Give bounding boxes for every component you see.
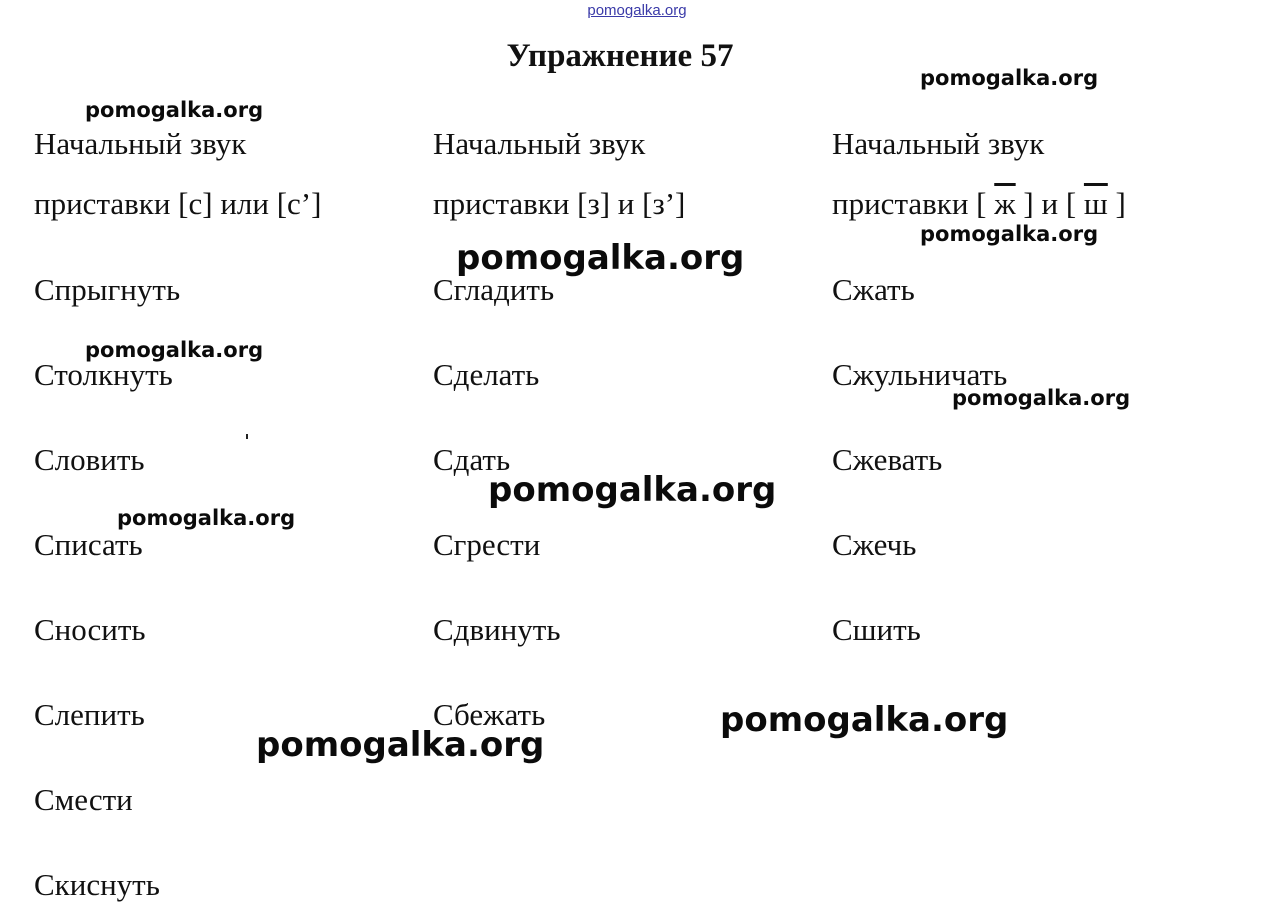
watermark: pomogalka.org [488,470,777,510]
watermark: pomogalka.org [256,725,545,765]
word-item: Сгладить [433,272,555,307]
word-item: Сделать [433,357,540,392]
watermark: pomogalka.org [920,66,1099,90]
word-item: Сжевать [832,442,943,477]
watermark: pomogalka.org [952,386,1131,410]
sound-zh: ж [994,186,1016,221]
word-item: Столкнуть [34,357,173,392]
word-item: Словить [34,442,145,477]
watermark: pomogalka.org [920,222,1099,246]
column-heading-line2: приставки [с] или [с’] [34,186,322,221]
column-heading-line1: Начальный звук [433,126,646,161]
word-item: Сгрести [433,527,541,562]
stray-mark [246,434,248,439]
word-item: Спрыгнуть [34,272,181,307]
heading-suffix: ] [1107,186,1126,221]
heading-prefix: приставки [ [832,186,995,221]
page-title: Упражнение 57 [506,38,734,74]
watermark: pomogalka.org [456,238,745,278]
word-item: Сжечь [832,527,917,562]
watermark: pomogalka.org [117,506,296,530]
column-voiced-z [433,0,833,920]
word-item: Сдвинуть [433,612,561,647]
column-zh-sh [832,0,1232,920]
column-heading-line1: Начальный звук [34,126,247,161]
word-item: Скиснуть [34,867,160,902]
word-item: Сжульничать [832,357,1008,392]
watermark: pomogalka.org [85,338,264,362]
word-item: Списать [34,527,143,562]
word-item: Сбежать [433,697,546,732]
word-item: Сжать [832,272,915,307]
word-item: Сшить [832,612,921,647]
column-heading-line2: приставки [з] и [з’] [433,186,686,221]
heading-middle: ] и [ [1015,186,1084,221]
column-heading-line1: Начальный звук [832,126,1045,161]
sound-sh: ш [1083,186,1108,221]
source-link[interactable]: pomogalka.org [587,2,687,19]
column-voiceless-s [34,0,434,920]
word-item: Сдать [433,442,511,477]
word-item: Смести [34,782,133,817]
word-item: Сносить [34,612,146,647]
watermark: pomogalka.org [85,98,264,122]
watermark: pomogalka.org [720,700,1009,740]
word-item: Слепить [34,697,145,732]
column-heading-line2 [832,186,1126,222]
